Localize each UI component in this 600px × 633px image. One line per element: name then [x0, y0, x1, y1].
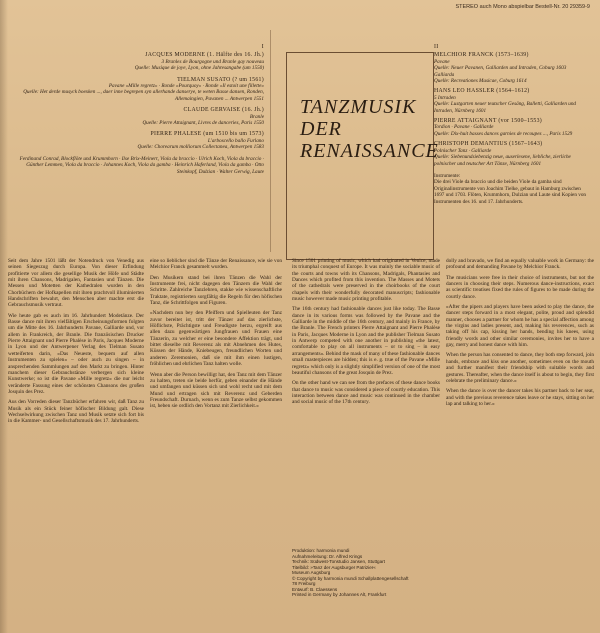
composer-entry — [434, 118, 592, 137]
composer-name: CHRISTOPH DEMANTIUS (1567–1643) — [434, 141, 543, 148]
composer-name: HANS LEO HASSLER (1564–1612) — [434, 88, 530, 95]
composer-body: Tordion · Pavane · Galliarde Quelle: Dix-huit basses dances garnies de recoupes ..., Paris 1529 — [434, 124, 573, 137]
composer-entry — [10, 52, 264, 71]
composer-name: MELCHIOR FRANCK (1573–1639) — [434, 52, 529, 59]
paragraph: The musicians were free in their choice of instruments, but not the dancers in choosing their steps. Numerous dance-instructions, exact as scientific treatises fixed the rules of figures to be made during the courtly dance. — [446, 274, 594, 300]
paragraph: Seit dem Jahre 1501 läßt der Notendruck von Venedig aus seinen Siegeszug durch Europa. Von dieser Erfindung profitierte vor allem die gesellige Musik der Höfe und Städte mit ihren Chansons, Madrigalen, Fantasien und Tänzen. Die Messen und Motetten der Kathedralen wurden in den Chorbüchern der Hofkapellen mit ihren prachtvoll illuminierten Handschriften bewahrt, den Menschen aber machte erst die Gebrauchsmusik vertraut. — [8, 258, 144, 309]
composer-name: PIERRE ATTAIGNANT (vor 1500–1553) — [434, 118, 543, 125]
instruments-text: Die drei Viole da braccio und die beiden Viole da gamba sind Originalinstrumente von Joachim Tielke, gebaut in Hamburg zwischen 1697 und 1703. Flöten, Krummhorn, Dulzian und Laute sind Kopien von Instrumenten des 16. und 17. Jahrhunderts. — [434, 179, 587, 205]
title-line: TANZMUSIK — [300, 96, 417, 118]
production-credits — [292, 548, 442, 598]
composer-entry — [434, 88, 592, 114]
catalog-header: STEREO auch Mono abspielbar Bestell-Nr. 20 29359-9 — [455, 4, 590, 10]
composer-body: Pavane Quelle: Neuer Pavanen, Galliarden und Intraden, Coburg 1603 Galliarda Quelle: Recreationes Musicae, Coburg 1614 — [434, 58, 567, 85]
paragraph: The 16th century had fashionable dances just like today. The Basse dance in its various forms was followed by the Pavane and the Galliarde in the middle of the 16th century, and mainly in France, by the Branle. The French printers Pierre Attaignant and Pierre Phalèse in Paris, Jacques Moderne in Lyon and the publisher Tielman Susato in Antwerp competed with one another in publishing »the latest, comfortable to play on all instruments – or to sing – in easy arrangements«. Behind the mask of many of these fashionable dances small masterpieces are hidden; this is e. g. true of the Pavane »Mille regretz« which only is a slightly simplified version of one of the most beautiful chansons of the great Josquin de Prez. — [292, 306, 440, 376]
title-line: DER — [300, 118, 342, 140]
composer-name: JACQUES MODERNE (1. Hälfte des 16. Jh.) — [145, 52, 264, 59]
composer-name: CLAUDE GERVAISE (16. Jh.) — [183, 107, 264, 114]
liner-notes-german-col2 — [150, 258, 282, 414]
paragraph: Den Musikern stand bei ihren Tänzen die Wahl der Instrumente frei, nicht dagegen den Tänzern die Wahl der Schritte. Zahlreiche Tanzlehren, stakke wie wissenschaftliche Traktate, registrierten sorgfältig die Regeln für den höfischen Tanz, die Schrittfolgen und Figuren. — [150, 274, 282, 307]
paragraph: On the other hand we can see from the prefaces of these dance books that dance to music was considered a piece of courtly education. This interaction between dance and music was continued in the chamber and social music of the 17th century. — [292, 380, 440, 406]
liner-notes-english-col2 — [446, 258, 594, 411]
composer-body: 5 Intraden Quelle: Lustgarten neuer teutscher Gesäng, Balletti, Galliarden und Intraden, Nürnberg 1601 — [434, 94, 577, 114]
column-divider — [270, 30, 271, 252]
composer-body: L'arboscello ballo Furlano Quelle: Chorearum molliorum Collectanea, Antwerpen 1583 — [137, 137, 264, 151]
paragraph: dolly and bravado, we find an equally valuable work in Germany: the profound and demanding Pavane by Melchior Franck. — [446, 258, 594, 271]
paragraph: Wenn aber die Person bewilligt hat, den Tanz mit dem Tänzer zu halten, treten sie beide herfür, geben einander die Hände und umfangen und küssen sich und wohl recht und mit dem Mund und ertragen sich mit Reverenz und Geberden Freundschaft. Durnach, wenn es zum Tanze selbst gekommen ist, heben sie ordlich den Vortanz mit Zierlichkeit.« — [150, 371, 282, 410]
production-line: © Copyright by harmonia mundi Schallplattengesellschaft — [292, 575, 409, 581]
composer-body: Polnischer Tanz · Galliarde Quelle: Siebenundsiebenzig neue, auserlesene, liebliche, zierliche polnischer und teutscher Art Tänze, Nürnberg 1601 — [434, 147, 571, 167]
liner-notes-english-col1 — [292, 258, 440, 410]
composer-body: Pavane «Mille regretz» · Ronde «Pourquoy» · Ronde «Il estoit une fillette» Quelle: Het derde musyck boexken ..., daer inne begrepen syn allerhande danserye, te weten Basse dansen, Ronden, Allemaingien, Pavanen ... Antwerpen 1551 — [23, 83, 264, 102]
production-line: 78 Freiburg — [292, 581, 316, 586]
instruments-section — [434, 173, 592, 205]
paragraph: Aus den Vorreden dieser Tanzbücher erfahren wir, daß Tanz zu Musik als ein Stück feiner höfischer Bildung galt. Diese Wechselwirkung zwischen Tanz und Musik setzte sich fort bis in die Kammer- und Gesellschaftsmusik des 17. Jahrhunderts. — [8, 399, 144, 425]
paragraph: When the person has consented to dance, they both step forward, join hands, embrace and kiss one another, sometimes even on the mouth and further manifest their friendship with suitable words and gestures. Thereafter, when the dance itself is about to begin, they first celebrate the preliminary dance.« — [446, 352, 594, 384]
production-line: Printed in Germany by Johannes Alt, Frankfurt — [292, 592, 387, 597]
side-one-numeral: I — [261, 44, 264, 50]
composer-entry — [434, 141, 592, 167]
composer-entry — [434, 52, 592, 84]
composer-name: PIERRE PHALESE (um 1510 bis um 1573) — [150, 131, 264, 138]
composer-name: TIELMAN SUSATO (? um 1561) — [177, 76, 264, 83]
composer-body: 3 Branles de Bourgogne und Branle gay nouveau Quelle: Musique de joye, Lyon, ohne Jahresangabe (um 1550) — [134, 58, 264, 72]
composer-entry — [10, 107, 264, 126]
paragraph: Wie heute gab es auch im 16. Jahrhundert Modetänze. Der Basse dance mit ihren vielfältigen Erscheinungsformen folgten um die Mitte des 16. Jahrhunderts Pavane, Galliarde und, vor allem in Frankreich, der Branle. Die französischen Drucker Pierre Attaignant und Pierre Phalèse in Paris, Jacques Moderne in Lyon und der Antwerpener Verlag des Tielman Susato wetteiferten darin, »Das Neueste, bequem auf allen Instrumenten zu spielen« – oder auch zu singen – in ansprechenden Sammlungen auf den Markt zu bringen. Hinter manchem dieser Gebrauchstänze verbergen sich kleine Kunstwerke; so ist die Pavane »Mille regretz« die nur leicht veränderte Fassung eines der schönsten Chansons des großen Josquin des Prez. — [8, 312, 144, 395]
instruments-title: Instrumente: — [434, 172, 461, 179]
production-line: Titelbild: »Tanz der Augsburger Patrizier« — [292, 564, 376, 570]
paragraph: »Nachdem nun bey den Pfeiffern und Spielleuten der Tanz zuvor bereitet ist, tritt der Tänzer auf das zierlichste, Höflichste, Prächtigste und Freudigste herzu, ergreift aus allen dazu gegenwärtigen Jungfrauen und Frauen eine Tänzerin, zu welcher er eine besondere Affektion trägt, und bittet dieselbe mit Reverenz als mit Abnehmen des Hutes, Küssen der Hände, Kniebeugen, freundlichen Worten und anderen Zeremonien, daß sie mit ihm einen lustigen, fröhlichen und ehrlichen Tanz halten wolle. — [150, 310, 282, 368]
performers-list: Ferdinand Conrad, Blockflöte und Krummhorn · Ilse Brix-Meinert, Viola da braccio · Ulrich Koch, Viola da braccio · Günther Lemmen, Viola da braccio · Johannes Koch, Viola da gamba · Heinrich Haferland, Viola da gamba · Otto Steinkopf, Dulzian · Walter Gerwig, Laute — [19, 155, 264, 175]
production-line: Produktion: harmonia mundi — [292, 548, 350, 553]
paragraph: Since 1501 printing of music, which had originated in Venice, made its triumphal conquest of Europe. It was mainly the sociable music of the courts and towns with its Chansons, Madrigals, Phantasies and Dances which profited from this invention. The Masses and Motets of the cathedrals were preserved in the choirbooks of the court chapels with their wonderfully decorated manuscripts; fashionable music however made music printing profitable. — [292, 258, 440, 303]
album-title — [300, 96, 439, 162]
paragraph: »After the pipers and players have been asked to play the dance, the dancer steps forward in a most elegant, polite, proud and splendid manner, chooses a partner for whom he has a special affection among the virgins and ladies present, and, making his reverences, such as taking off his cap, kissing her hands, bending his knees, using friendly words and other similar ceremonies, invites her to have a gay, merry and honest dance with him. — [446, 304, 594, 349]
composer-body: Branle Quelle: Pierre Attaignant, Livres de danceries, Paris 1550 — [142, 113, 264, 127]
side-two-numeral: II — [434, 44, 439, 50]
composer-entry — [10, 131, 264, 150]
production-line: Aufnahmeleitung: Dr. Alfred Krings — [292, 553, 363, 559]
paragraph: When the dance is over the dancer takes his partner back to her seat, and with the previous reverence takes leave or he stays, sitting on her lap and talking to her.« — [446, 388, 594, 407]
paragraph: eine so lieblicher sind die Tänze der Renaissance, wie sie von Melchior Franck gesammelt wurden. — [150, 258, 282, 271]
liner-notes-german-col1 — [8, 258, 144, 429]
side-one-credits — [10, 44, 264, 175]
title-line: RENAISSANCE — [300, 140, 439, 162]
production-line: Entwurf: B. Claessens — [292, 586, 338, 592]
production-line: Technik: Südwest-Tonstudio Jansen, Stuttgart — [292, 559, 385, 564]
side-two-credits — [434, 44, 592, 205]
production-line: Museum Augsburg — [292, 570, 331, 575]
page-edge-shadow — [0, 0, 8, 633]
composer-entry — [10, 77, 264, 103]
